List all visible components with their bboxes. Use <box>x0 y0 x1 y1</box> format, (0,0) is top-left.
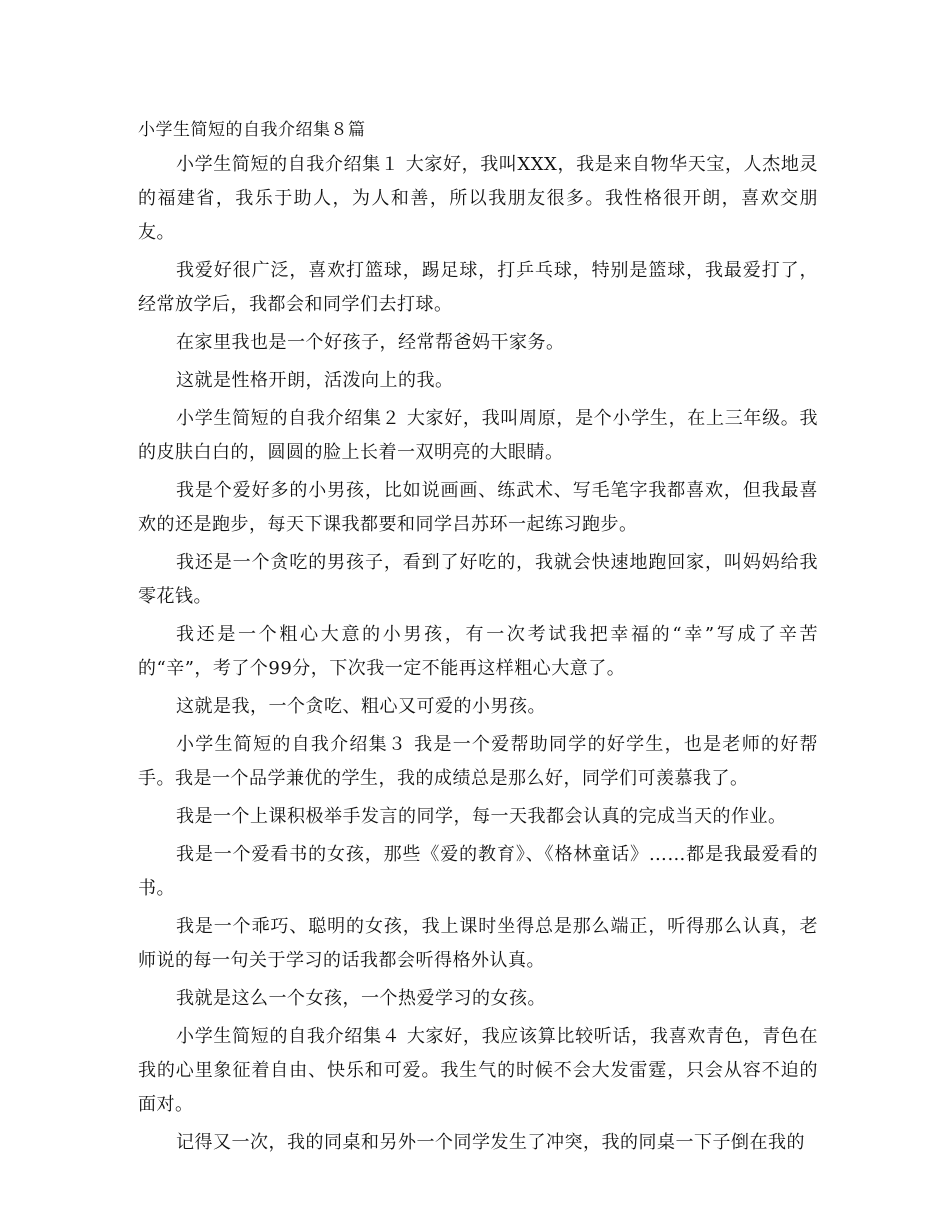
paragraph: 这就是我，一个贪吃、粗心又可爱的小男孩。 <box>176 696 546 717</box>
document-title: 小学生简短的自我介绍集８篇 <box>138 120 366 140</box>
paragraph: 我是一个上课积极举手发言的同学，每一天我都会认真的完成当天的作业。 <box>176 806 787 827</box>
paragraph: 这就是性格开朗，活泼向上的我。 <box>176 370 454 391</box>
paragraph: 我是个爱好多的小男孩，比如说画画、练武术、写毛笔字我都喜欢，但我最喜欢的还是跑步，每天下课我都要和同学吕苏环一起练习跑步。 <box>138 480 818 535</box>
paragraph: 小学生简短的自我介绍集２ 大家好，我叫周原，是个小学生，在上三年级。我的皮肤白白的，圆圆的脸上长着一双明亮的大眼睛。 <box>138 408 818 463</box>
paragraph: 我就是这么一个女孩，一个热爱学习的女孩。 <box>176 988 546 1009</box>
paragraph: 我爱好很广泛，喜欢打篮球，踢足球，打乒乓球，特别是篮球，我最爱打了，经常放学后，我都会和同学们去打球。 <box>138 260 818 315</box>
paragraph: 我是一个爱看书的女孩，那些《爱的教育》、《格林童话》……都是我最爱看的书。 <box>138 844 818 899</box>
paragraph: 小学生简短的自我介绍集１ 大家好，我叫XXX，我是来自物华天宝，人杰地灵的福建省，我乐于助人，为人和善，所以我朋友很多。我性格很开朗，喜欢交朋友。 <box>138 154 818 243</box>
paragraph: 记得又一次，我的同桌和另外一个同学发生了冲突，我的同桌一下子倒在我的 <box>176 1132 805 1153</box>
paragraph: 小学生简短的自我介绍集３ 我是一个爱帮助同学的好学生，也是老师的好帮手。我是一个品学兼优的学生，我的成绩总是那么好，同学们可羡慕我了。 <box>138 734 818 789</box>
paragraph: 在家里我也是一个好孩子，经常帮爸妈干家务。 <box>176 332 565 353</box>
paragraph: 小学生简短的自我介绍集４ 大家好，我应该算比较听话，我喜欢青色，青色在我的心里象征着自由、快乐和可爱。我生气的时候不会大发雷霆，只会从容不迫的面对。 <box>138 1026 818 1115</box>
paragraph: 我是一个乖巧、聪明的女孩，我上课时坐得总是那么端正，听得那么认真，老师说的每一句关于学习的话我都会听得格外认真。 <box>138 916 818 971</box>
paragraph: 我还是一个粗心大意的小男孩，有一次考试我把幸福的“幸”写成了辛苦的“辛”，考了个99分，下次我一定不能再这样粗心大意了。 <box>138 624 818 679</box>
document-body <box>138 114 818 1164</box>
paragraph: 我还是一个贪吃的男孩子，看到了好吃的，我就会快速地跑回家，叫妈妈给我零花钱。 <box>138 552 818 607</box>
